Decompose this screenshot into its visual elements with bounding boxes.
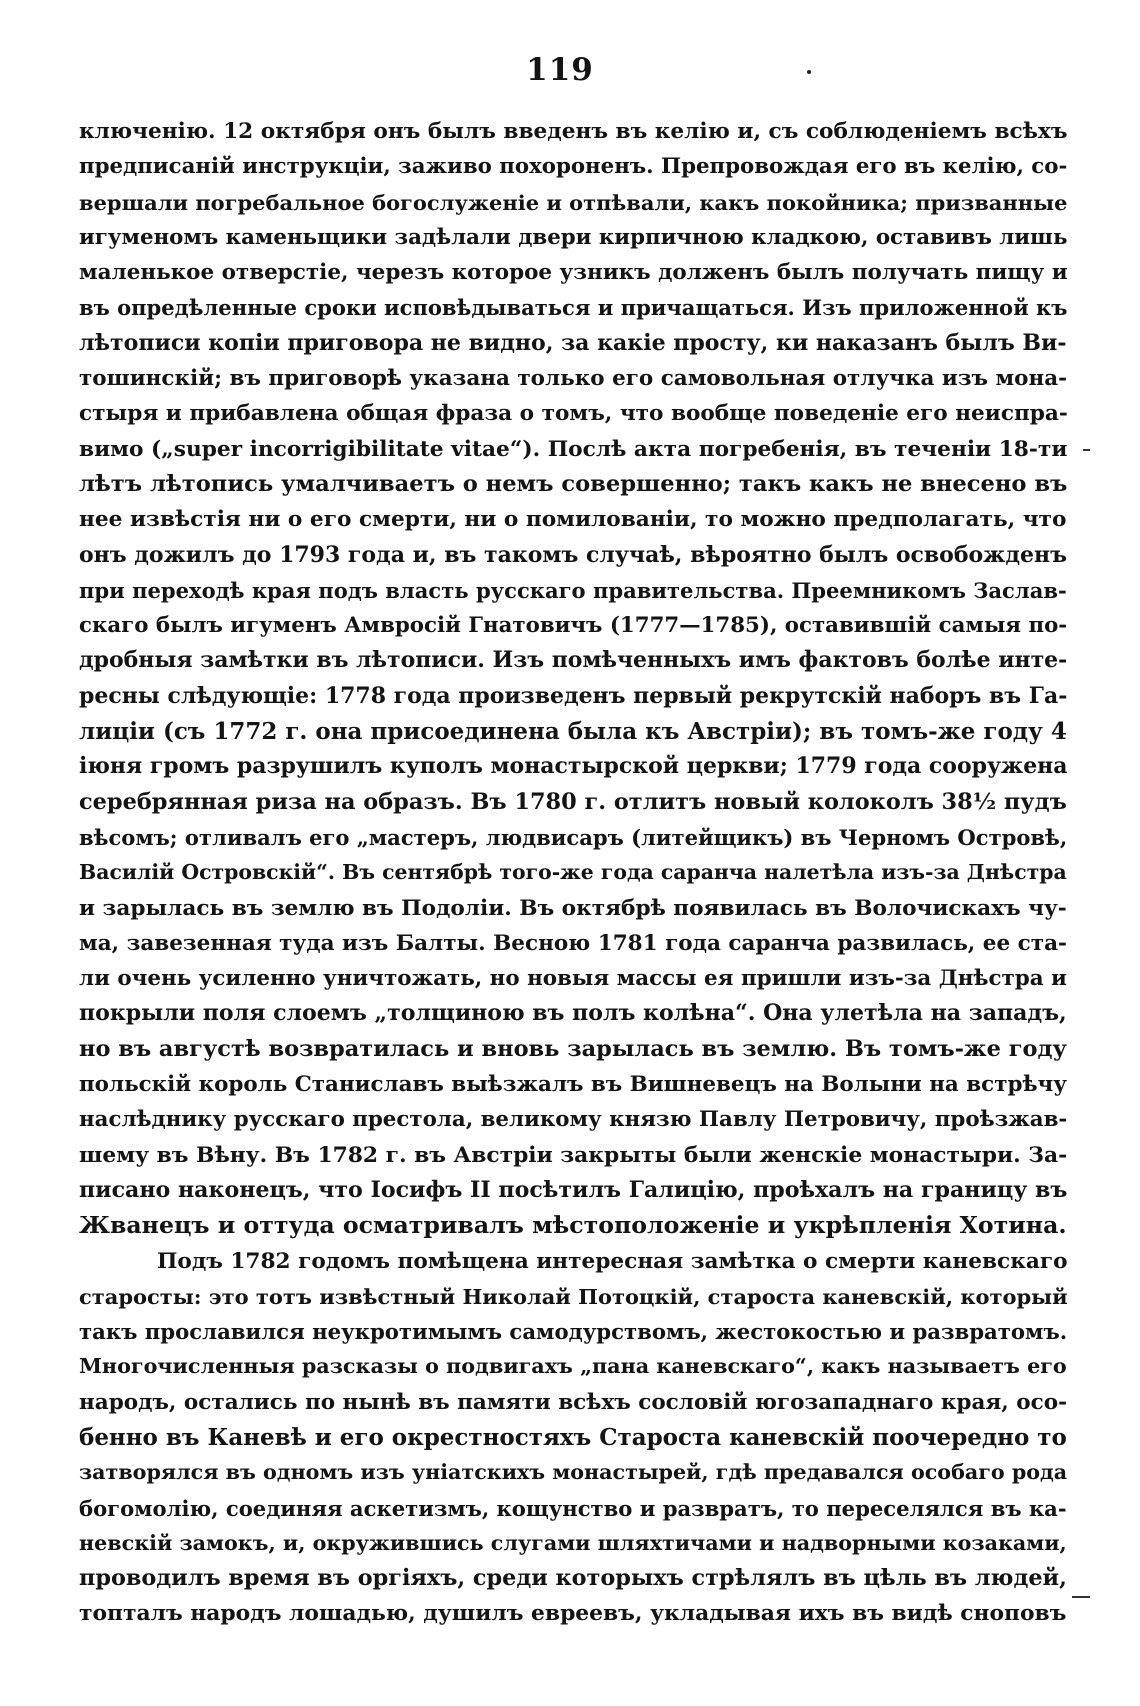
page-number: 119	[526, 52, 594, 88]
text-line: игуменомъ каменьщики задѣлали двери кирпичною кладкою, оставивъ лишь	[79, 224, 1068, 250]
text-line: бенно въ Каневѣ и его окрестностяхъ Староста каневскій поочередно то	[79, 1423, 1067, 1451]
paragraph	[79, 114, 1067, 1244]
text-line: вершали погребальное богослуженіе и отпѣвали, какъ покойника; призванные	[79, 189, 1068, 215]
text-line: дробныя замѣтки въ лѣтописи. Изъ помѣченныхъ имъ фактовъ болѣе инте-	[79, 647, 1068, 674]
text-line: затворялся въ одномъ изъ уніатскихъ монастырей, гдѣ предавался особаго рода	[79, 1460, 1068, 1485]
text-line: народъ, остались по нынѣ въ памяти всѣхъ сословій югозападнаго края, осо-	[79, 1389, 1068, 1415]
margin-mark	[1083, 449, 1090, 451]
text-line: маленькое отверстіе, черезъ которое узникъ долженъ былъ получать пищу и	[79, 260, 1068, 286]
text-line: лиціи (съ 1772 г. она присоединена была къ Австріи); въ томъ-же году 4	[79, 718, 1067, 746]
text-line: богомолію, соединяя аскетизмъ, кощунство и развратъ, то переселялся въ ка-	[79, 1495, 1067, 1521]
text-line: въ опредѣленные сроки исповѣдываться и причащаться. Изъ приложенной къ	[79, 295, 1068, 321]
text-line: покрыли поля слоемъ „толщиною въ полъ колѣна“. Она улетѣла на западъ,	[79, 1000, 1067, 1027]
text-line: ключенію. 12 октября онъ былъ введенъ въ келію и, съ соблюденіемъ всѣхъ	[79, 119, 1068, 144]
text-line: вѣсомъ; отливалъ его „мастеръ, людвисаръ (литейщикъ) въ Черномъ Островѣ,	[79, 824, 1068, 850]
text-line: вимо („super incorrigibilitate vitae“). Послѣ акта погребенія, въ теченіи 18-ти	[79, 436, 1068, 462]
text-line: нее извѣстія ни о его смерти, ни о помилованіи, то можно предполагать, что	[79, 507, 1067, 533]
text-line: такъ прославился неукротимымъ самодурствомъ, жестокостью и развратомъ.	[79, 1319, 1068, 1345]
text-line: и зарылась въ землю въ Подоліи. Въ октябрѣ появилась въ Волочискахъ чу-	[79, 895, 1067, 921]
text-line: наслѣднику русскаго престола, великому князю Павлу Петровичу, проѣзжав-	[79, 1107, 1068, 1133]
text-line: ма, завезенная туда изъ Балты. Весною 1781 года саранча развилась, ее ста-	[79, 930, 1067, 956]
print-speck	[807, 70, 811, 74]
text-line: топталъ народъ лошадью, душилъ евреевъ, укладывая ихъ въ видѣ сноповъ	[79, 1601, 1067, 1627]
text-line: лѣтъ лѣтопись умалчиваетъ о немъ совершенно; такъ какъ не внесено въ	[79, 470, 1068, 497]
text-line: при переходѣ края подъ власть русскаго правительства. Преемникомъ Заслав-	[79, 577, 1067, 603]
text-line: но въ августѣ возвратилась и вновь зарылась въ землю. Въ томъ-же году	[79, 1035, 1067, 1062]
text-line: польскій король Станиславъ выѣзжалъ въ Вишневецъ на Волыни на встрѣчу	[79, 1072, 1067, 1098]
paragraph	[79, 1244, 1067, 1632]
text-line: ресны слѣдующіе: 1778 года произведенъ первый рекрутскій наборъ въ Га-	[79, 682, 1068, 709]
text-line: проводилъ время въ оргіяхъ, среди которыхъ стрѣлялъ въ цѣль въ людей,	[79, 1565, 1067, 1592]
text-line: тошинскій; въ приговорѣ указана только его самовольная отлучка изъ мона-	[79, 366, 1068, 392]
text-line: старосты: это тотъ извѣстный Николай Потоцкій, староста каневскій, который	[79, 1283, 1068, 1309]
text-line: шему въ Вѣну. Въ 1782 г. въ Австріи закрыты были женскіе монастыри. За-	[79, 1142, 1068, 1168]
text-line: онъ дожилъ до 1793 года и, въ такомъ случаѣ, вѣроятно былъ освобожденъ	[79, 541, 1067, 568]
text-line: ли очень усиленно уничтожать, но новыя массы ея пришли изъ-за Днѣстра и	[79, 966, 1067, 992]
text-line: Жванецъ и оттуда осматривалъ мѣстоположеніе и укрѣпленія Хотина.	[79, 1211, 1067, 1240]
text-line: серебрянная риза на образъ. Въ 1780 г. отлитъ новый колоколъ 38½ пудъ	[79, 788, 1067, 815]
text-line: стыря и прибавлена общая фраза о томъ, что вообще поведеніе его неиспра-	[79, 401, 1068, 427]
text-line: писано наконецъ, что Іосифъ II посѣтилъ Галицію, проѣхалъ на границу въ	[79, 1176, 1068, 1203]
text-line: предписаній инструкціи, заживо похороненъ. Препровождая его въ келію, со-	[79, 154, 1068, 180]
margin-mark	[1072, 1596, 1090, 1598]
text-line: іюня громъ разрушилъ куполъ монастырской церкви; 1779 года сооружена	[79, 753, 1068, 780]
body-text	[79, 114, 1067, 1632]
text-line: Многочисленныя разсказы о подвигахъ „пана каневскаго“, какъ называетъ его	[79, 1354, 1067, 1379]
text-line: скаго былъ игуменъ Амвросій Гнатовичъ (1777—1785), оставившій самыя по-	[79, 613, 1068, 639]
text-line: Подъ 1782 годомъ помѣщена интересная замѣтка о смерти каневскаго	[157, 1248, 1068, 1274]
text-line: невскій замокъ, и, окружившись слугами шляхтичами и надворными козаками,	[79, 1530, 1067, 1555]
text-line: лѣтописи копіи приговора не видно, за какіе просту, ки наказанъ былъ Ви-	[79, 329, 1067, 356]
text-line: Василій Островскій“. Въ сентябрѣ того-же года саранча налетѣла изъ-за Днѣстра	[79, 860, 1067, 885]
